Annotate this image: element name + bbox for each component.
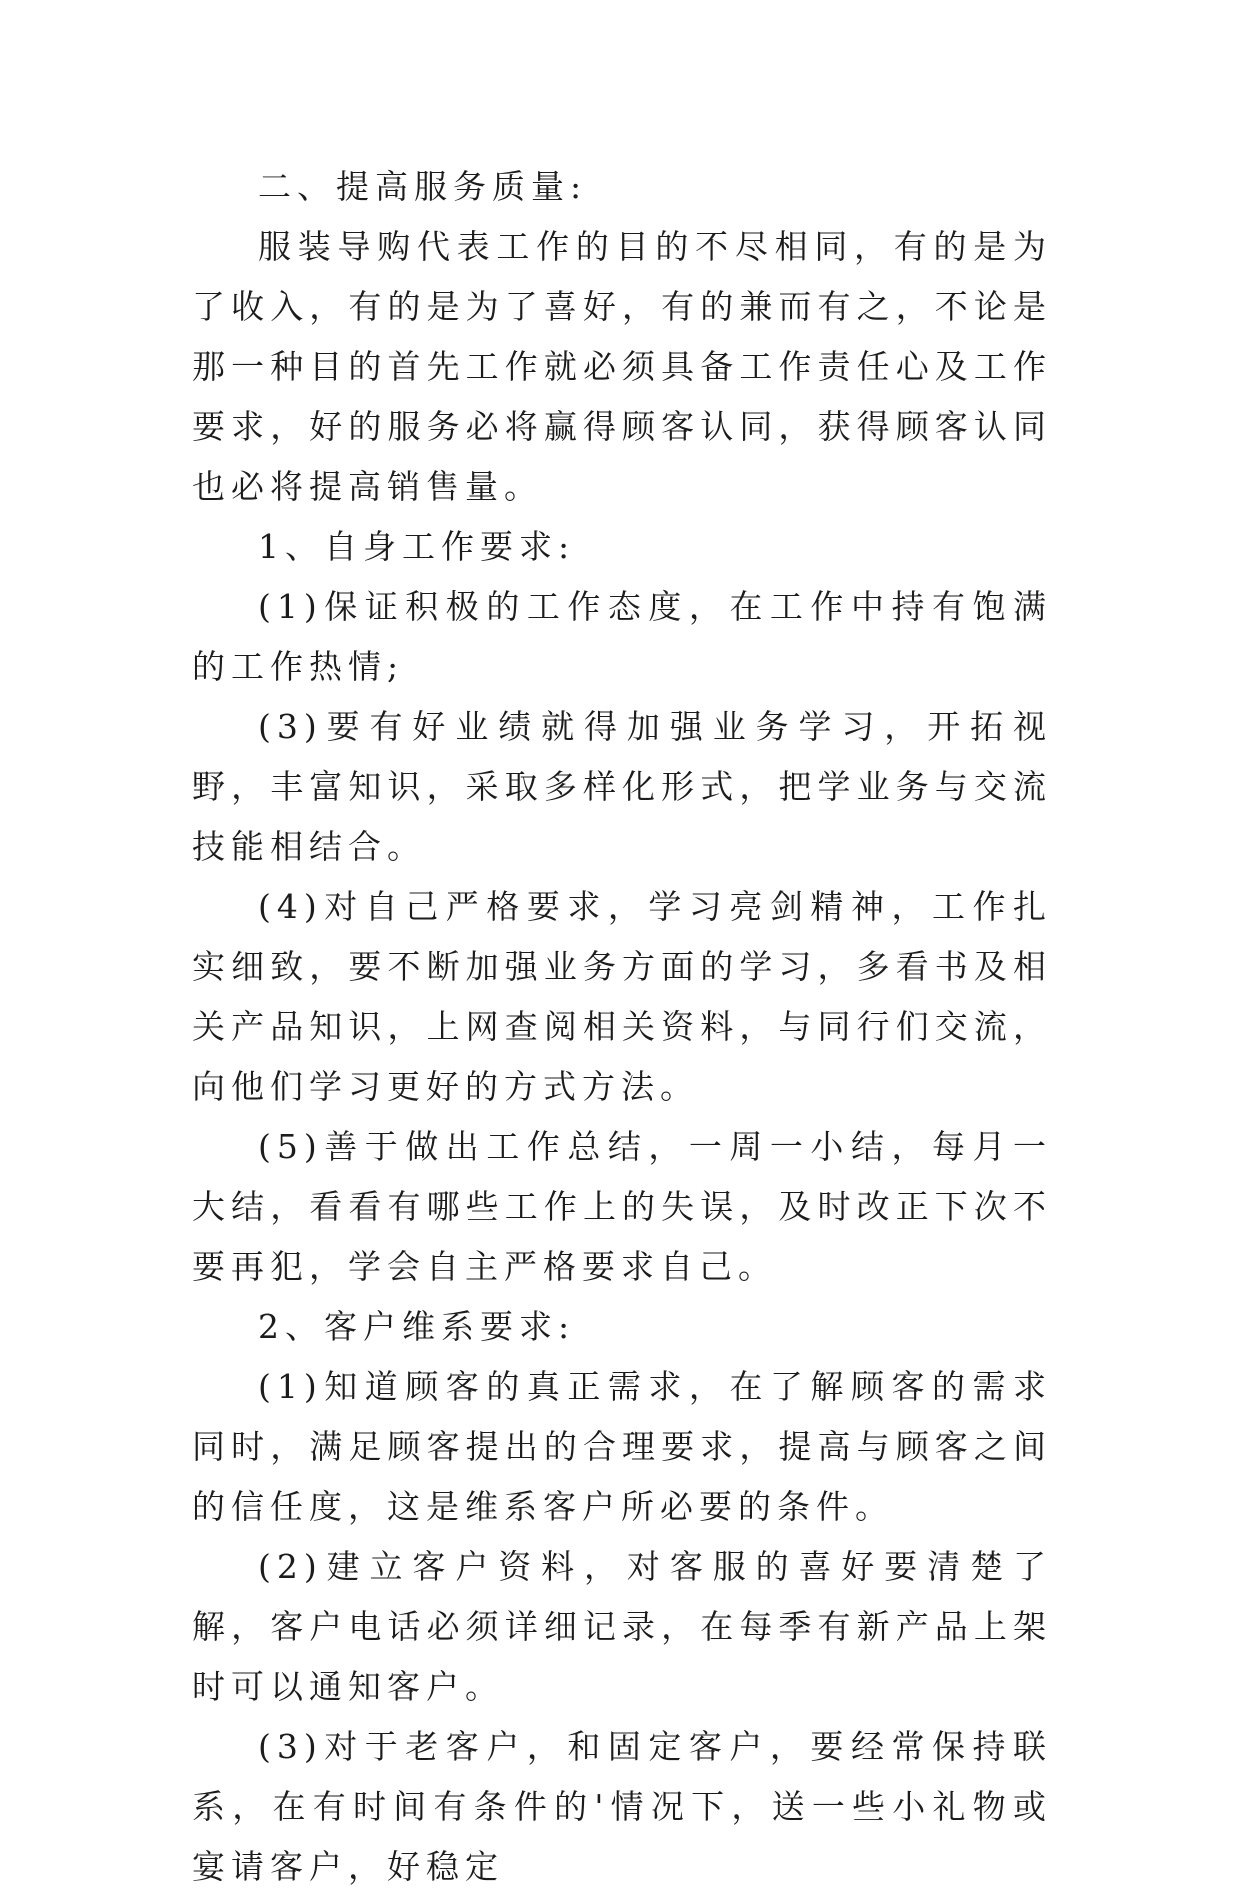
list-item: (3)要有好业绩就得加强业务学习，开拓视野，丰富知识，采取多样化形式，把学业务与交流技能相结合。 — [192, 707, 1052, 866]
list-item: (2)建立客户资料，对客服的喜好要清楚了解，客户电话必须详细记录，在每季有新产品上架时可以通知客户。 — [192, 1547, 1052, 1706]
document-body — [192, 157, 1052, 1897]
section-heading: 二、提高服务质量: — [258, 167, 588, 206]
list-item: (1)知道顾客的真正需求，在了解顾客的需求同时，满足顾客提出的合理要求，提高与顾客之间的信任度，这是维系客户所必要的条件。 — [192, 1367, 1052, 1526]
body-paragraph: 服装导购代表工作的目的不尽相同，有的是为了收入，有的是为了喜好，有的兼而有之，不论是那一种目的首先工作就必须具备工作责任心及工作要求，好的服务必将赢得顾客认同，获得顾客认同也必将提高销售量。 — [192, 227, 1052, 506]
list-item: (1)保证积极的工作态度，在工作中持有饱满的工作热情; — [192, 587, 1052, 686]
subsection-heading: 1、自身工作要求: — [258, 527, 576, 566]
list-item: (3)对于老客户，和固定客户，要经常保持联系，在有时间有条件的'情况下，送一些小礼物或宴请客户，好稳定 — [192, 1727, 1052, 1886]
list-item: (5)善于做出工作总结，一周一小结，每月一大结，看看有哪些工作上的失误，及时改正下次不要再犯，学会自主严格要求自己。 — [192, 1127, 1052, 1286]
list-item: (4)对自己严格要求，学习亮剑精神，工作扎实细致，要不断加强业务方面的学习，多看书及相关产品知识，上网查阅相关资料，与同行们交流，向他们学习更好的方式方法。 — [192, 887, 1052, 1106]
subsection-heading: 2、客户维系要求: — [258, 1307, 576, 1346]
